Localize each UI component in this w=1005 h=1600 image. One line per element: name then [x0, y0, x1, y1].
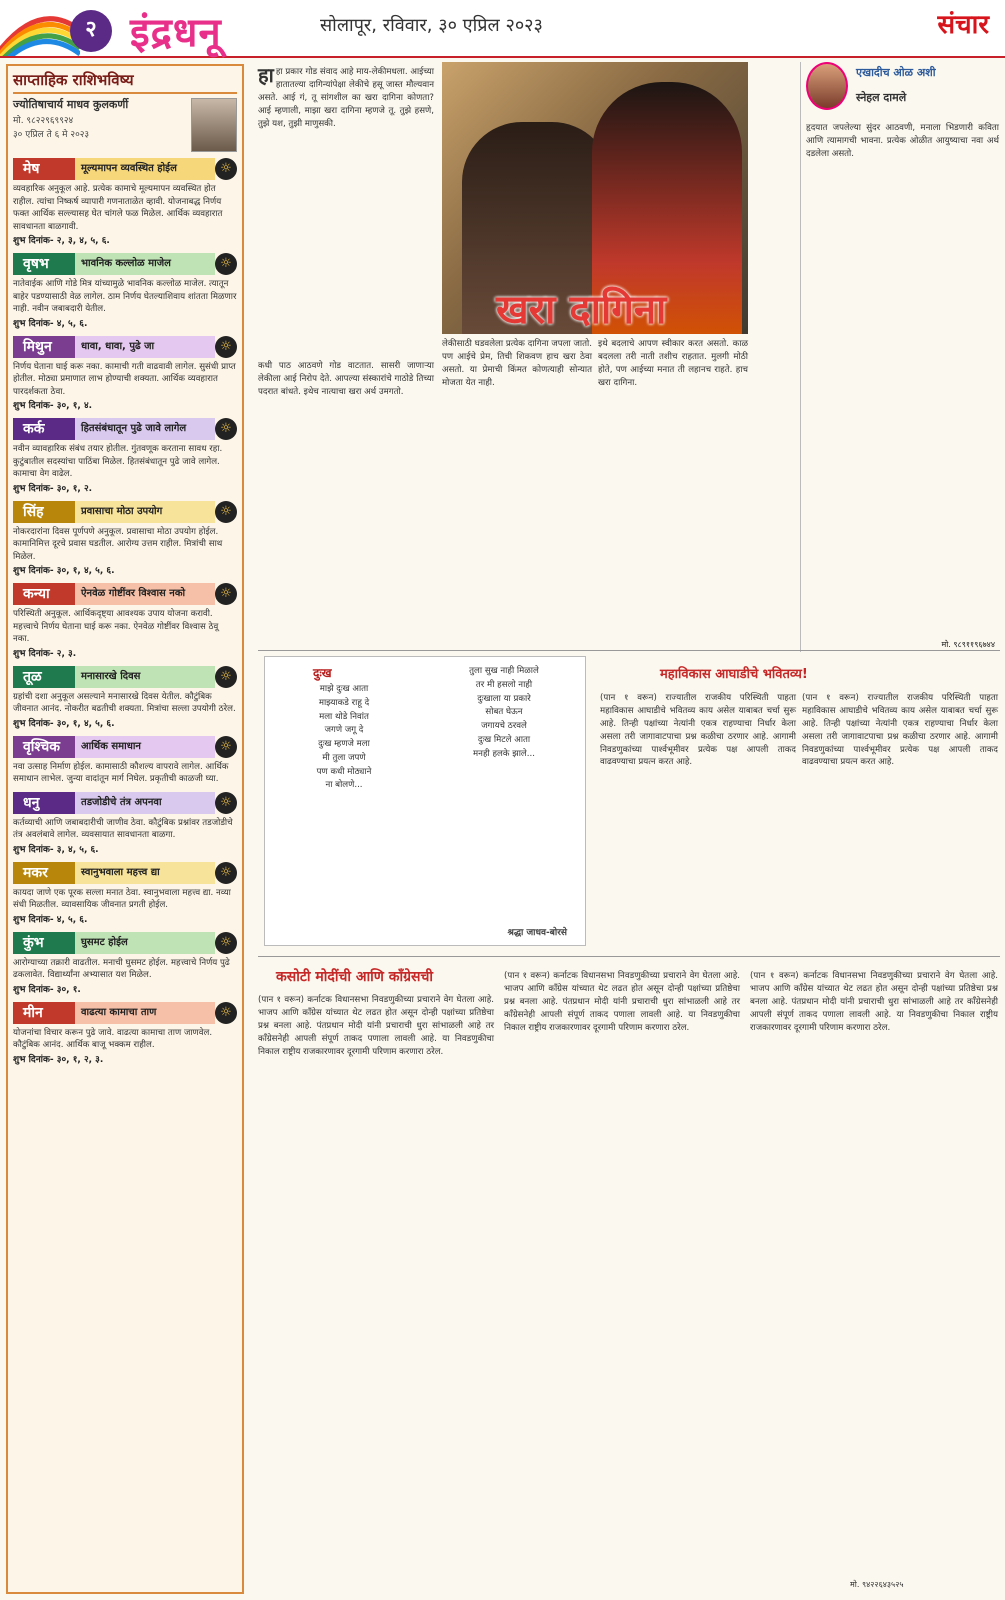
masthead: [0, 0, 1005, 58]
sign-5: [13, 583, 237, 660]
sign-4: [13, 501, 237, 578]
sign-tagline: प्रवासाचा मोठा उपयोग: [75, 501, 215, 523]
sign-6: [13, 666, 237, 730]
sign-header: [13, 158, 237, 180]
sign-forecast: परिस्थिती अनुकूल. आर्थिकदृष्ट्या आवश्यक उपाय योजना करावी. महत्त्वाचे निर्णय घेताना घाई करू नका. ऐनवेळ गोष्टींवर विश्वास ठेवू नका.: [13, 609, 219, 645]
virgo-icon: ☼: [215, 583, 237, 605]
sign-name: वृश्चिक: [13, 736, 75, 758]
sign-header: [13, 792, 237, 814]
sign-tagline: धावा, धावा, पुढे जा: [75, 336, 215, 358]
feature-column-3: लेकीसाठी घडवलेला प्रत्येक दागिना जपला जातो. पण आईचे प्रेम, तिची शिकवण हाच खरा ठेवा असतो. या प्रेमाची किंमत कोणत्याही सोन्यात मोजता येत नाही.: [442, 339, 592, 388]
sign-11: [13, 1002, 237, 1066]
sign-name: कर्क: [13, 418, 75, 440]
sign-name: मकर: [13, 862, 75, 884]
kasoti-column-2: (पान १ वरून) कर्नाटक विधानसभा निवडणुकीच्या प्रचाराने वेग घेतला आहे. भाजप आणि काँग्रेस यांच्यात थेट लढत होत असून दोन्ही पक्षांच्या प्रतिष्ठेचा प्रश्न बनला आहे. पंतप्रधान मोदी यांनी प्रचाराची धुरा सांभाळली आहे तर काँग्रेसनेही आपली संपूर्ण ताकद पणाला लावली आहे. या निवडणुकीचा निकाल राष्ट्रीय राजकारणावर दूरगामी परिणाम करणारा ठरेल.: [504, 971, 740, 1033]
sign-name: वृषभ: [13, 253, 75, 275]
sign-lucky-dates: शुभ दिनांक- ३०, १, २.: [13, 483, 93, 494]
rainbow-graphic: [0, 0, 80, 56]
sign-name: कन्या: [13, 583, 75, 605]
sign-forecast: नवा उत्साह निर्माण होईल. कामासाठी कौशल्य वापरावे लागेल. आर्थिक समाधान लाभेल. जुन्या वादांतून मार्ग निघेल. प्रकृतीची काळजी घ्या.: [13, 761, 229, 785]
sign-forecast: कायदा जाणे एक पूरक सल्ला मनात ठेवा. स्वानुभवाला महत्त्व द्या. नव्या संधी मिळतील. व्यावसायिक जीवनात प्रगती होईल.: [13, 887, 231, 911]
sign-header: [13, 583, 237, 605]
columnist-phone: मो. ९८९११९६७४४: [941, 640, 995, 649]
astrologer-phone: मो. ९८२२९६९९२४: [13, 116, 74, 127]
gemini-icon: ☼: [215, 336, 237, 358]
sign-lucky-dates: शुभ दिनांक- ३०, १, ४, ५, ६.: [13, 718, 115, 729]
sign-forecast: योजनांचा विचार करून पुढे जावे. वाढत्या कामाचा ताण जाणवेल. कौटुंबिक आनंद. आर्थिक बाजू भक्कम राहील.: [13, 1027, 213, 1051]
sign-forecast: नातेवाईक आणि गोडे मित्र यांच्यामुळे भावनिक कल्लोळ माजेल. त्यातून बाहेर पडण्यासाठी वेळ लागेल. ठाम निर्णय घेतल्याशिवाय शांतता मिळणार नाही. नवीन जबाबदारी येतील.: [13, 279, 237, 315]
sagittarius-icon: ☼: [215, 792, 237, 814]
sign-header: [13, 736, 237, 758]
sign-2: [13, 336, 237, 413]
sign-tagline: स्वानुभवाला महत्त्व द्या: [75, 862, 215, 884]
feature-column-4: इथे बदलाचे आपण स्वीकार करत असतो. काळ बदलला तरी नाती तशीच राहतात. मुलगी मोठी होते, पण आईच्या मनात ती लहानच राहते. हाच खरा दागिना.: [598, 339, 748, 388]
horoscope-title: साप्ताहिक राशिभविष्य: [13, 70, 237, 94]
sign-list: [13, 158, 237, 1066]
sign-forecast: ग्रहांची दशा अनुकूल असल्याने मनासारखे दिवस येतील. कौटुंबिक जीवनात आनंद. नोकरीत बढतीची शक्यता. मित्रांचा सल्ला उपयोगी ठरेल.: [13, 691, 236, 715]
poem-box: [264, 656, 586, 946]
sign-tagline: घुसमट होईल: [75, 932, 215, 954]
feature-column-1: हाहा प्रकार गोड संवाद आहे माय-लेकीमधला. आईच्या हातातल्या दागिन्यांपेक्षा लेकीचे हसू जास्त मौल्यवान असते. आई गं, तू सांगशील का खरा दागिना कोणता? आई म्हणाली, माझा खरा दागिना म्हणजे तू. तुझे हसणे, तुझे यश, तुझी माणुसकी.: [258, 63, 434, 129]
sign-lucky-dates: शुभ दिनांक- ४, ५, ६.: [13, 318, 88, 329]
sign-tagline: तडजोडीचे तंत्र अपनवा: [75, 792, 215, 814]
aquarius-icon: ☼: [215, 932, 237, 954]
sign-lucky-dates: शुभ दिनांक- ३०, १, ४, ५, ६.: [13, 566, 115, 577]
sign-name: मीन: [13, 1002, 75, 1024]
maha-column-2: (पान १ वरून) राज्यातील राजकीय परिस्थिती पाहता महाविकास आघाडीचे भवितव्य काय असेल याबाबत चर्चा सुरू आहे. तिन्ही पक्षांच्या नेत्यांनी एकत्र राहण्याचा निर्धार केला असला तरी जागावाटपाचा प्रश्न कळीचा ठरणार आहे. आगामी निवडणुकांच्या पार्श्वभूमीवर प्रत्येक पक्ष आपली ताकद वाढवण्याचा प्रयत्न करत आहे.: [802, 693, 998, 768]
columnist-photo: [806, 62, 848, 110]
astrologer-name: ज्योतिषाचार्य माधव कुलकर्णी: [13, 98, 129, 112]
columnist-section: एखादीच ओळ अशी: [856, 66, 936, 80]
astrologer-photo: [191, 98, 237, 152]
page-number: २: [70, 10, 112, 52]
kasoti-headline: कसोटी मोदींची आणि काँग्रेसची: [276, 969, 434, 985]
sign-forecast: कर्तव्याची आणि जबाबदारीची जाणीव ठेवा. कौटुंबिक प्रश्नांवर तडजोडीचे तंत्र अवलंबावे लागेल. व्यवसायात सावधानता बाळगा.: [13, 817, 233, 841]
maha-headline: महाविकास आघाडीचे भवितव्य!: [660, 667, 808, 682]
sign-forecast: नोकरदारांना दिवस पूर्णपणे अनुकूल. प्रवासाचा मोठा उपयोग होईल. कामानिमित्त दूरचे प्रवास घडतील. आरोग्य उत्तम राहील. मित्रांची साथ मिळेल.: [13, 526, 223, 562]
paper-name: संचार: [937, 10, 989, 40]
sign-tagline: भावनिक कल्लोळ माजेल: [75, 253, 215, 275]
sign-lucky-dates: शुभ दिनांक- २, ३.: [13, 648, 77, 659]
sign-name: मिथुन: [13, 336, 75, 358]
feature-headline: खरा दागिना: [496, 286, 667, 333]
sign-tagline: मूल्यमापन व्यवस्थित होईल: [75, 158, 215, 180]
astrologer-block: [13, 98, 237, 152]
sign-3: [13, 418, 237, 495]
supplement-title: इंद्रधनू: [130, 10, 222, 56]
kasoti-column-3: (पान १ वरून) कर्नाटक विधानसभा निवडणुकीच्या प्रचाराने वेग घेतला आहे. भाजप आणि काँग्रेस यांच्यात थेट लढत होत असून दोन्ही पक्षांच्या प्रतिष्ठेचा प्रश्न बनला आहे. पंतप्रधान मोदी यांनी प्रचाराची धुरा सांभाळली आहे तर काँग्रेसनेही आपली संपूर्ण ताकद पणाला लावली आहे. या निवडणुकीचा निकाल राष्ट्रीय राजकारणावर दूरगामी परिणाम करणारा ठरेल.: [750, 971, 998, 1033]
sign-header: [13, 932, 237, 954]
libra-icon: ☼: [215, 666, 237, 688]
columnist-sidebar: [806, 62, 999, 649]
taurus-icon: ☼: [215, 253, 237, 275]
sign-7: [13, 736, 237, 786]
pisces-icon: ☼: [215, 1002, 237, 1024]
sign-lucky-dates: शुभ दिनांक- ३०, १.: [13, 984, 81, 995]
horoscope-section: [6, 64, 244, 1594]
sign-name: धनु: [13, 792, 75, 814]
sign-name: मेष: [13, 158, 75, 180]
sign-tagline: मनासारखे दिवस: [75, 666, 215, 688]
footer-phone: मो. ९४२२६४३५२५: [850, 1580, 904, 1589]
capricorn-icon: ☼: [215, 862, 237, 884]
sign-header: [13, 336, 237, 358]
poem-stanza-1: माझे दुःख आता माझ्याकडे राहू दे मला थोडे निवांत जगणे जगू दे दुःख म्हणजे मला मी तुला जपणे पण कधी मोठ्याने ना बोलणे...: [316, 684, 372, 791]
sign-name: तूळ: [13, 666, 75, 688]
sign-8: [13, 792, 237, 856]
kasoti-column-1: (पान १ वरून) कर्नाटक विधानसभा निवडणुकीच्या प्रचाराने वेग घेतला आहे. भाजप आणि काँग्रेस यांच्यात थेट लढत होत असून दोन्ही पक्षांच्या प्रतिष्ठेचा प्रश्न बनला आहे. पंतप्रधान मोदी यांनी प्रचाराची धुरा सांभाळली आहे तर काँग्रेसनेही आपली संपूर्ण ताकद पणाला लावली आहे. या निवडणुकीचा निकाल राष्ट्रीय राजकारणावर दूरगामी परिणाम करणारा ठरेल.: [258, 995, 494, 1057]
sign-header: [13, 862, 237, 884]
aries-icon: ☼: [215, 158, 237, 180]
sign-tagline: ऐनवेळ गोष्टींवर विश्वास नको: [75, 583, 215, 605]
dropcap: हा: [258, 63, 274, 87]
poem-title: दुःख: [313, 666, 332, 680]
sign-lucky-dates: शुभ दिनांक- ४, ५, ६.: [13, 914, 88, 925]
sign-forecast: आरोग्याच्या तक्रारी वाढतील. मनाची घुसमट होईल. महत्त्वाचे निर्णय पुढे ढकलावेत. विद्यार्थ्यांना अभ्यासात यश मिळेल.: [13, 957, 230, 981]
sign-name: कुंभ: [13, 932, 75, 954]
sign-lucky-dates: शुभ दिनांक- ३०, १, २, ३.: [13, 1054, 104, 1065]
sign-1: [13, 253, 237, 330]
sign-lucky-dates: शुभ दिनांक- २, ३, ४, ५, ६.: [13, 236, 110, 247]
sign-lucky-dates: शुभ दिनांक- ३, ४, ५, ६.: [13, 844, 99, 855]
sign-lucky-dates: शुभ दिनांक- ३०, १, ४.: [13, 401, 93, 412]
horoscope-period: ३० एप्रिल ते ६ मे २०२३: [13, 130, 90, 141]
scorpio-icon: ☼: [215, 736, 237, 758]
sign-header: [13, 1002, 237, 1024]
sign-tagline: वाढत्या कामाचा ताण: [75, 1002, 215, 1024]
sign-tagline: आर्थिक समाधान: [75, 736, 215, 758]
sign-forecast: निर्णय घेताना घाई करू नका. कामाची गती वाढवावी लागेल. सुसंधी प्राप्त होतील. मोठ्या प्रमाणात लाभ होण्याची शक्यता. आर्थिक व्यवहारात पारदर्शकता ठेवा.: [13, 361, 236, 397]
cancer-icon: ☼: [215, 418, 237, 440]
sign-name: सिंह: [13, 501, 75, 523]
sign-header: [13, 253, 237, 275]
dateline: सोलापूर, रविवार, ३० एप्रिल २०२३: [320, 15, 543, 36]
sign-header: [13, 666, 237, 688]
sign-header: [13, 418, 237, 440]
sign-tagline: हितसंबंधातून पुढे जावे लागेल: [75, 418, 215, 440]
sign-forecast: नवीन व्यावहारिक संबंध तयार होतील. गुंतवणूक करताना सावध रहा. कुटुंबातील सदस्यांचा पाठिंबा मिळेल. हितसंबंधातून पुढे जावे लागेल. कामाचा वेग वाढेल.: [13, 444, 223, 480]
sign-10: [13, 932, 237, 996]
poem-author: श्रद्धा जाधव-बोरसे: [507, 927, 567, 938]
sign-0: [13, 158, 237, 247]
sign-9: [13, 862, 237, 926]
sign-header: [13, 501, 237, 523]
maha-column-1: (पान १ वरून) राज्यातील राजकीय परिस्थिती पाहता महाविकास आघाडीचे भवितव्य काय असेल याबाबत चर्चा सुरू आहे. तिन्ही पक्षांच्या नेत्यांनी एकत्र राहण्याचा निर्धार केला असला तरी जागावाटपाचा प्रश्न कळीचा ठरणार आहे. आगामी निवडणुकांच्या पार्श्वभूमीवर प्रत्येक पक्ष आपली ताकद वाढवण्याचा प्रयत्न करत आहे.: [600, 693, 796, 768]
leo-icon: ☼: [215, 501, 237, 523]
feature-column-2: कधी पाठ आठवणे गोड वाटतात. सासरी जाणाऱ्या लेकीला आई निरोप देते. आपल्या संस्कारांचे गाठोडे तिच्या पदरात बांधते. इथेच नात्याचा खरा अर्थ उमगतो.: [258, 361, 434, 397]
sign-forecast: व्यवहारिक अनुकूल आहे. प्रत्येक कामाचे मूल्यमापन व्यवस्थित होत राहील. त्यांचा निष्कर्ष व्यापारी गणनाताळेत व्हावी. योजनाबद्ध निर्णय फक्त आर्थिक सल्ल्यासह घेत चांगले फळ मिळेल. आर्थिक व्यवहारात सावधानता बाळगावी.: [13, 184, 223, 232]
poem-stanza-2: तुला सुख नाही मिळाले तर मी हसलो नाही दुःखाला या प्रकारे सोबत घेऊन जगायचे ठरवले दुःख मिटले आता मनही हलके झाले...: [469, 666, 539, 759]
columnist-name: स्नेहल दामले: [856, 91, 907, 104]
columnist-body: हृदयात जपलेल्या सुंदर आठवणी, मनाला भिडणारी कविता आणि त्यामागची भावना. प्रत्येक ओळीत आयुष्याचा नवा अर्थ दडलेला असतो.: [806, 123, 999, 159]
